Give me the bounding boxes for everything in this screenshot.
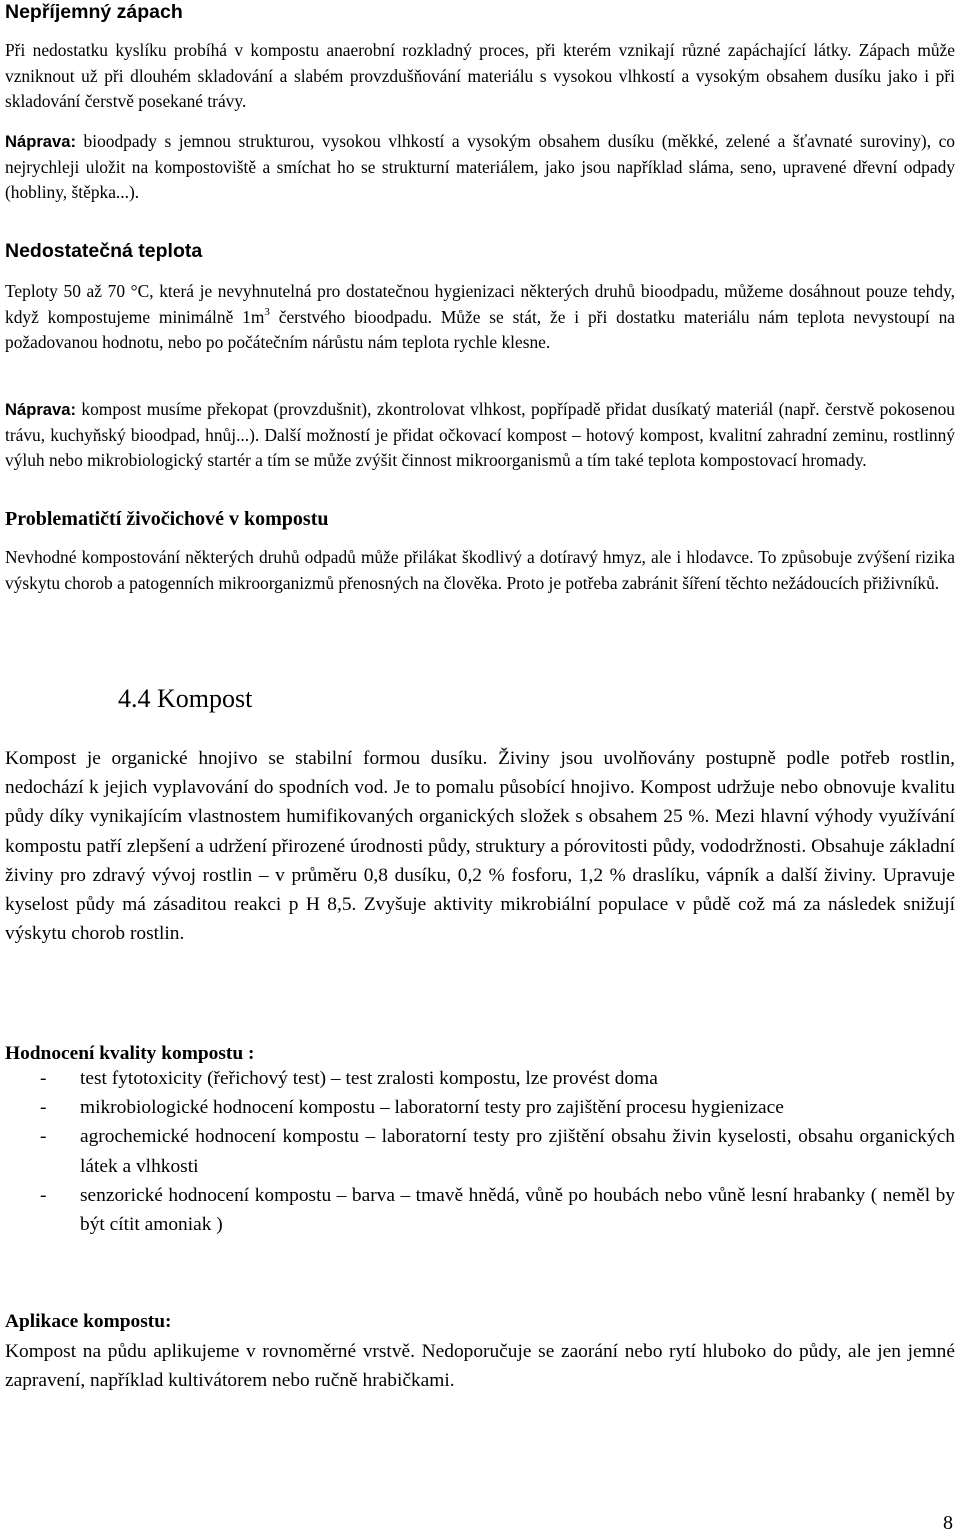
section-title-compost: 4.4 Kompost: [118, 684, 253, 713]
paragraph-compost: Kompost je organické hnojivo se stabilní formou dusíku. Živiny jsou uvolňovány postupně podle potřeb rostlin, nedochází k jejich vyplavování do spodních vod. Je to pomalu působící hnojivo. Kompost udržuje nebo obnovuje kvalitu půdy díky vynikajícím vlastnostem humifikovaných organických složek s obsahem 25 %. Mezi hlavní výhody využívání kompostu patří zlepšení a udržení přirozené úrodnosti půdy, struktury a pórovitosti půdy, vododržnosti. Obsahuje základní živiny pro zdravý vývoj rostlin – v průměru 0,8 dusíku, 0,2 % fosforu, 1,2 % draslíku, vápník a další živiny. Upravuje kyselost půdy má zásaditou reakci p H 8,5. Zvyšuje aktivity mikrobiální populace v půdě což má za následek snižují výskytu chorob rostlin.: [5, 748, 955, 945]
page-number: 8: [943, 1512, 953, 1534]
list-dash: -: [40, 1126, 47, 1148]
list-item: [5, 1093, 955, 1122]
paragraph-temperature-remedy: [5, 397, 955, 474]
section-heading-temperature: Nedostatečná teplota: [5, 240, 203, 262]
remedy-text: kompost musíme překopat (provzdušnit), zkontrolovat vlhkost, popřípadě přidat dusíkatý materiál (např. čerstvě pokosenou trávu, kuchyňský bioodpad, hnůj...). Další možností je přidat očkovací kompost – hotový kompost, kvalitní zahradní zeminu, rostlinný výluh nebo mikrobiologický startér a tím se může zvýšit činnost mikroorganismů a tím také teplota kompostovací hromady.: [5, 399, 955, 471]
temperature-text-part1: Teploty 50 až 70 °C, která je nevyhnutelná pro dostatečnou hygienizaci některých druhů bioodpadu, můžeme dosáhnout pouze tehdy, když kompostujeme minimálně 1m: [5, 281, 955, 327]
list-item-text: test fytotoxicity (řeřichový test) – test zralosti kompostu, lze provést doma: [80, 1068, 658, 1089]
paragraph-odor-remedy: [5, 129, 955, 206]
paragraph-pests: Nevhodné kompostování některých druhů odpadů může přilákat škodlivý a dotíravý hmyz, ale i hlodavce. To způsobuje zvýšení rizika výskytu chorob a patogenních mikroorganizmů přenosných na člověka. Proto je potřeba zabránit šíření těchto nežádoucích přiživníků.: [5, 547, 955, 593]
quality-list: [5, 1064, 955, 1239]
list-item: [5, 1122, 955, 1180]
remedy-label: Náprava:: [5, 132, 77, 151]
section-heading-pests: Problematičtí živočichové v kompostu: [5, 508, 329, 530]
superscript: 3: [264, 305, 270, 318]
list-item: [5, 1181, 955, 1239]
list-dash: -: [40, 1097, 47, 1119]
list-item-text: agrochemické hodnocení kompostu – laboratorní testy pro zjištění obsahu živin kyselosti, obsahu organických látek a vlhkosti: [80, 1126, 955, 1177]
temperature-text-part2: čerstvého bioodpadu. Může se stát, že i při dostatku materiálu nám teplota nevystoupí na požadovanou hodnotu, nebo po počátečním nárůstu nám teplota rychle klesne.: [5, 306, 955, 353]
section-heading-odor: Nepříjemný zápach: [5, 1, 183, 23]
quality-heading: Hodnocení kvality kompostu :: [5, 1043, 255, 1064]
paragraph-temperature: [5, 279, 955, 356]
paragraph-odor: Při nedostatku kyslíku probíhá v kompostu anaerobní rozkladný proces, při kterém vznikají různé zapáchající látky. Zápach může vzniknout už při dlouhém skladování a slabém provzdušňování materiálu s vysokou vlhkostí a vysokým obsahem dusíku jako i při skladování čerstvě posekané trávy.: [5, 40, 955, 112]
remedy-label: Náprava:: [5, 400, 77, 419]
application-heading: Aplikace kompostu:: [5, 1311, 172, 1332]
list-item-text: mikrobiologické hodnocení kompostu – laboratorní testy pro zajištění procesu hygienizace: [80, 1097, 784, 1119]
paragraph-application: Kompost na půdu aplikujeme v rovnoměrné vrstvě. Nedoporučuje se zaorání nebo rytí hluboko do půdy, ale jen jemné zapravení, například kultivátorem nebo ručně hrabičkami.: [5, 1341, 955, 1392]
list-item-text: senzorické hodnocení kompostu – barva – tmavě hnědá, vůně po houbách nebo vůně lesní hrabanky ( neměl by být cítit amoniak ): [80, 1184, 955, 1236]
list-dash: -: [40, 1068, 47, 1089]
remedy-text: bioodpady s jemnou strukturou, vysokou vlhkostí a vysokým obsahem dusíku (měkké, zelené a šťavnaté suroviny), co nejrychleji uložit na kompostoviště a smíchat ho se strukturní materiálem, jako jsou například sláma, seno, upravené dřevní odpady (hobliny, štěpka...).: [5, 131, 955, 203]
list-item: [5, 1064, 955, 1093]
list-dash: -: [40, 1184, 47, 1206]
